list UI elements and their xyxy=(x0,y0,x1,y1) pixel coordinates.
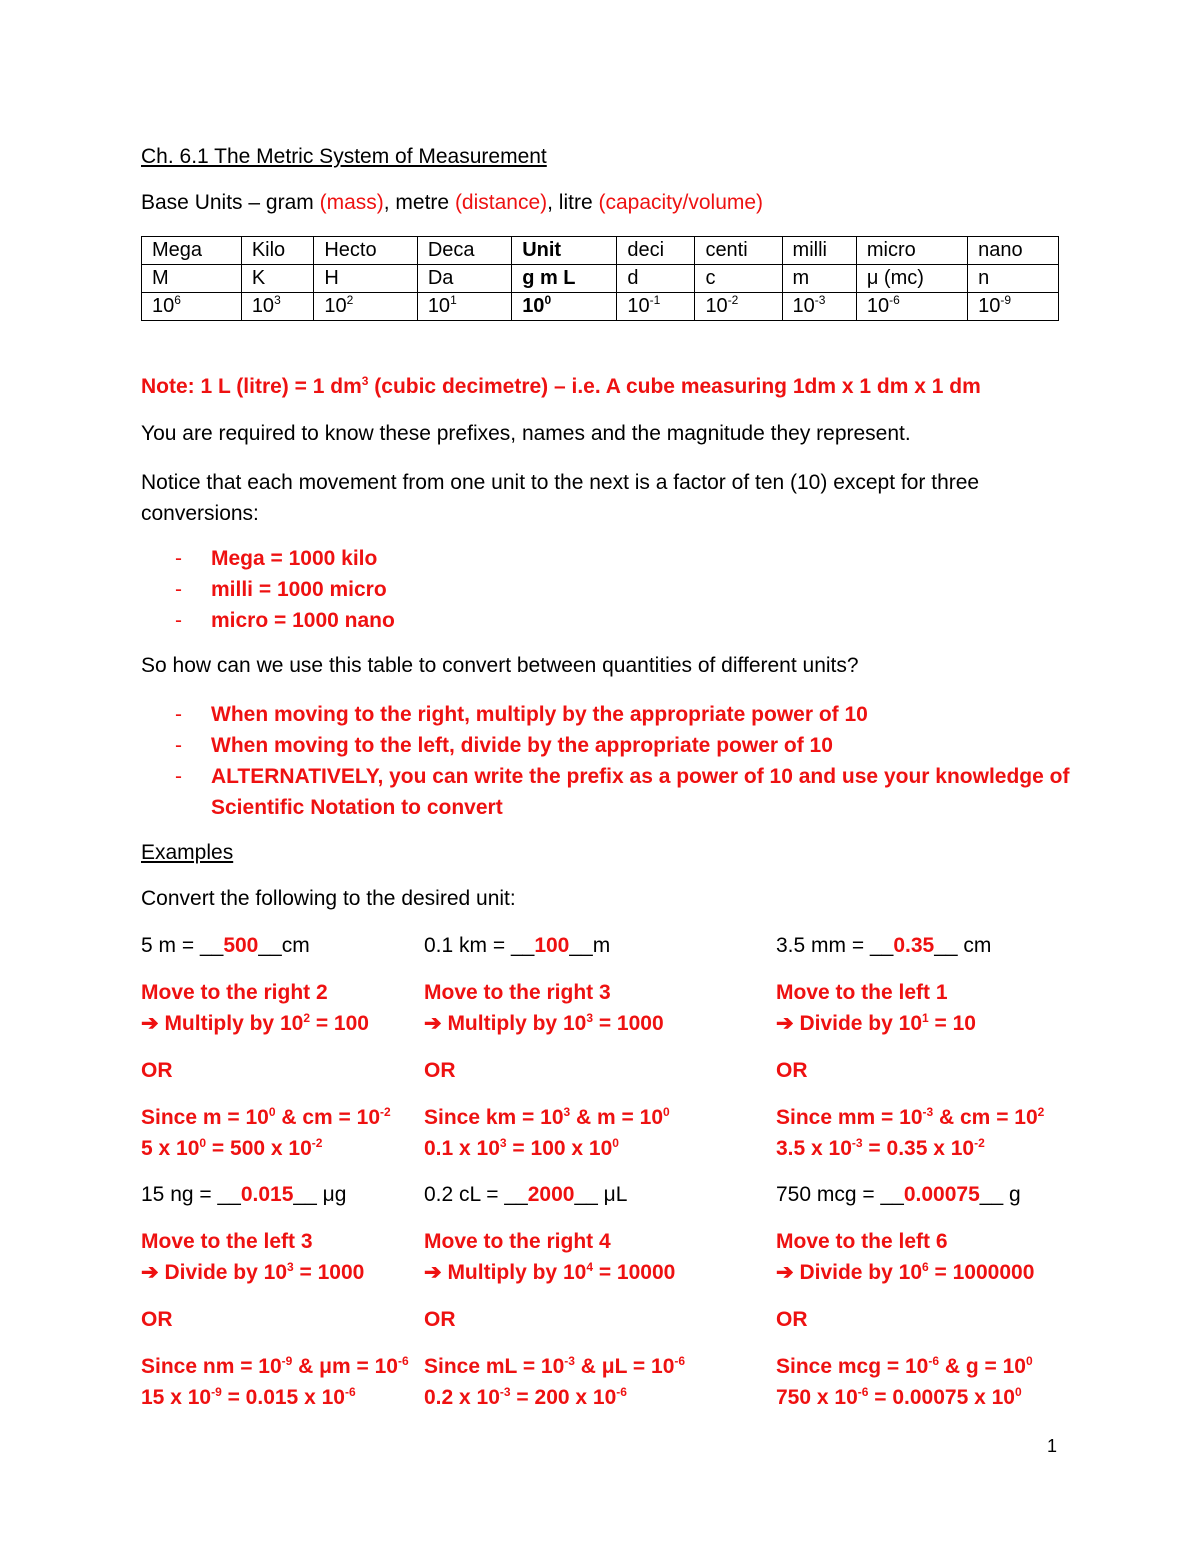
example-sci: 15 x $10^{-9} = 0.015$ x $10^{-6}$ xyxy=(141,1385,356,1409)
prefix-names-row xyxy=(142,237,1059,265)
table-cell: $10^6$ xyxy=(142,293,242,321)
arrow-icon: ➔ xyxy=(141,1261,159,1284)
prefix-powers-row xyxy=(142,293,1059,321)
example-since: Since mcg = $10^{-6}$ & $g = 10^0$ xyxy=(776,1354,1033,1378)
arrow-icon: ➔ xyxy=(776,1012,794,1035)
exceptions-list xyxy=(141,543,395,636)
table-cell: $10^0$ xyxy=(512,293,617,321)
list-item: - When moving to the left, divide by the appropriate power of 10 xyxy=(141,730,1071,761)
or-label: OR xyxy=(424,1059,456,1082)
table-cell: $10^{-6}$ xyxy=(856,293,967,321)
example-block xyxy=(424,1179,685,1413)
table-cell: $10^1$ xyxy=(417,293,511,321)
table-cell: $10^{-1}$ xyxy=(617,293,695,321)
table-cell: n xyxy=(968,265,1059,293)
or-label: OR xyxy=(776,1059,808,1082)
base-units-line: Base Units – gram (mass), metre (distance), litre (capacity/volume) xyxy=(141,191,764,214)
page-number: 1 xyxy=(1046,1436,1057,1456)
example-sci: 3.5 x $10^{-3} = 0.35$ x $10^{-2}$ xyxy=(776,1136,985,1160)
litre-note: Note: 1 L (litre) = 1 $dm^3$ (cubic decimetre) – i.e. A cube measuring 1dm x 1 dm x 1 dm xyxy=(141,374,981,398)
example-operation: ➔ Divide by $10^6 = 1000000$ xyxy=(776,1260,1035,1284)
notice-paragraph: Notice that each movement from one unit to the next is a factor of ten (10) except for three conversions: xyxy=(141,471,980,525)
table-cell: $10^{-9}$ xyxy=(968,293,1059,321)
prefix-table xyxy=(141,236,1059,321)
table-cell: m xyxy=(782,265,856,293)
arrow-icon: ➔ xyxy=(424,1261,442,1284)
or-label: OR xyxy=(141,1308,173,1331)
example-move: Move to the right 4 xyxy=(424,1230,611,1253)
example-question: 0.2 cL = __2000__ μL xyxy=(424,1183,628,1206)
list-item: - When moving to the right, multiply by the appropriate power of 10 xyxy=(141,699,1071,730)
example-since: Since mm = $10^{-3}$ & cm = $10^2$ xyxy=(776,1105,1045,1129)
example-question: 5 m = __500__cm xyxy=(141,934,310,957)
table-cell: $10^2$ xyxy=(314,293,417,321)
question-paragraph: So how can we use this table to convert between quantities of different units? xyxy=(141,654,859,677)
table-cell: nano xyxy=(968,237,1059,265)
example-operation: ➔ Multiply by $10^2 = 100$ xyxy=(141,1011,369,1035)
table-cell: $10^3$ xyxy=(241,293,314,321)
table-cell: M xyxy=(142,265,242,293)
table-cell: micro xyxy=(856,237,967,265)
or-label: OR xyxy=(776,1308,808,1331)
example-operation: ➔ Divide by $10^1 = 10$ xyxy=(776,1011,976,1035)
table-cell: deci xyxy=(617,237,695,265)
example-move: Move to the left 3 xyxy=(141,1230,313,1253)
table-cell: c xyxy=(695,265,782,293)
list-item: - Mega = 1000 kilo xyxy=(141,543,395,574)
example-since: Since nm = $10^{-9}$ & $\mu m = 10^{-6}$ xyxy=(141,1354,409,1378)
example-operation: ➔ Multiply by $10^4 = 10000$ xyxy=(424,1260,676,1284)
table-cell: g m L xyxy=(512,265,617,293)
example-question: 15 ng = __0.015__ μg xyxy=(141,1183,347,1206)
example-block xyxy=(141,1179,409,1413)
table-cell: H xyxy=(314,265,417,293)
example-operation: ➔ Divide by $10^3 = 1000$ xyxy=(141,1260,365,1284)
table-cell: $10^{-3}$ xyxy=(782,293,856,321)
table-cell: $10^{-2}$ xyxy=(695,293,782,321)
example-operation: ➔ Multiply by $10^3 = 1000$ xyxy=(424,1011,664,1035)
example-block xyxy=(776,1179,1034,1413)
arrow-icon: ➔ xyxy=(776,1261,794,1284)
example-since: Since $m = 10^0$ & cm = $10^{-2}$ xyxy=(141,1105,391,1129)
table-cell: K xyxy=(241,265,314,293)
table-cell: Kilo xyxy=(241,237,314,265)
example-block xyxy=(776,930,1044,1164)
example-since: Since km = $10^3$ & $m = 10^0$ xyxy=(424,1105,670,1129)
example-block xyxy=(141,930,391,1164)
table-cell: d xyxy=(617,265,695,293)
example-sci: 0.2 x $10^{-3} = 200$ x $10^{-6}$ xyxy=(424,1385,627,1409)
list-item: - micro = 1000 nano xyxy=(141,605,395,636)
table-cell: Hecto xyxy=(314,237,417,265)
example-move: Move to the right 3 xyxy=(424,981,611,1004)
example-question: 750 mcg = __0.00075__ g xyxy=(776,1183,1021,1206)
example-sci: 750 x $10^{-6} = 0.00075$ x $10^0$ xyxy=(776,1385,1022,1409)
example-question: 0.1 km = __100__m xyxy=(424,934,611,957)
or-label: OR xyxy=(424,1308,456,1331)
table-cell: milli xyxy=(782,237,856,265)
example-since: Since mL = $10^{-3}$ & $\mu L = 10^{-6}$ xyxy=(424,1354,686,1378)
arrow-icon: ➔ xyxy=(424,1012,442,1035)
example-question: 3.5 mm = __0.35__ cm xyxy=(776,934,992,957)
table-cell: μ (mc) xyxy=(856,265,967,293)
example-block xyxy=(424,930,670,1164)
example-sci: 0.1 x $10^3 = 100$ x $10^0$ xyxy=(424,1136,619,1160)
required-paragraph: You are required to know these prefixes, names and the magnitude they represent. xyxy=(141,422,911,445)
table-cell: Unit xyxy=(512,237,617,265)
arrow-icon: ➔ xyxy=(141,1012,159,1035)
list-item: - milli = 1000 micro xyxy=(141,574,395,605)
rules-list xyxy=(141,699,1071,823)
example-move: Move to the left 6 xyxy=(776,1230,948,1253)
table-cell: Deca xyxy=(417,237,511,265)
prefix-symbols-row xyxy=(142,265,1059,293)
example-move: Move to the left 1 xyxy=(776,981,948,1004)
table-cell: Da xyxy=(417,265,511,293)
examples-heading: Examples xyxy=(141,841,234,864)
list-item: - ALTERNATIVELY, you can write the prefix as a power of 10 and use your knowledge of Scientific Notation to convert xyxy=(141,761,1071,823)
table-cell: centi xyxy=(695,237,782,265)
example-move: Move to the right 2 xyxy=(141,981,328,1004)
page-title: Ch. 6.1 The Metric System of Measurement xyxy=(141,145,547,168)
convert-prompt: Convert the following to the desired unit: xyxy=(141,887,516,910)
or-label: OR xyxy=(141,1059,173,1082)
table-cell: Mega xyxy=(142,237,242,265)
example-sci: 5 x $10^0 = 500$ x $10^{-2}$ xyxy=(141,1136,323,1160)
